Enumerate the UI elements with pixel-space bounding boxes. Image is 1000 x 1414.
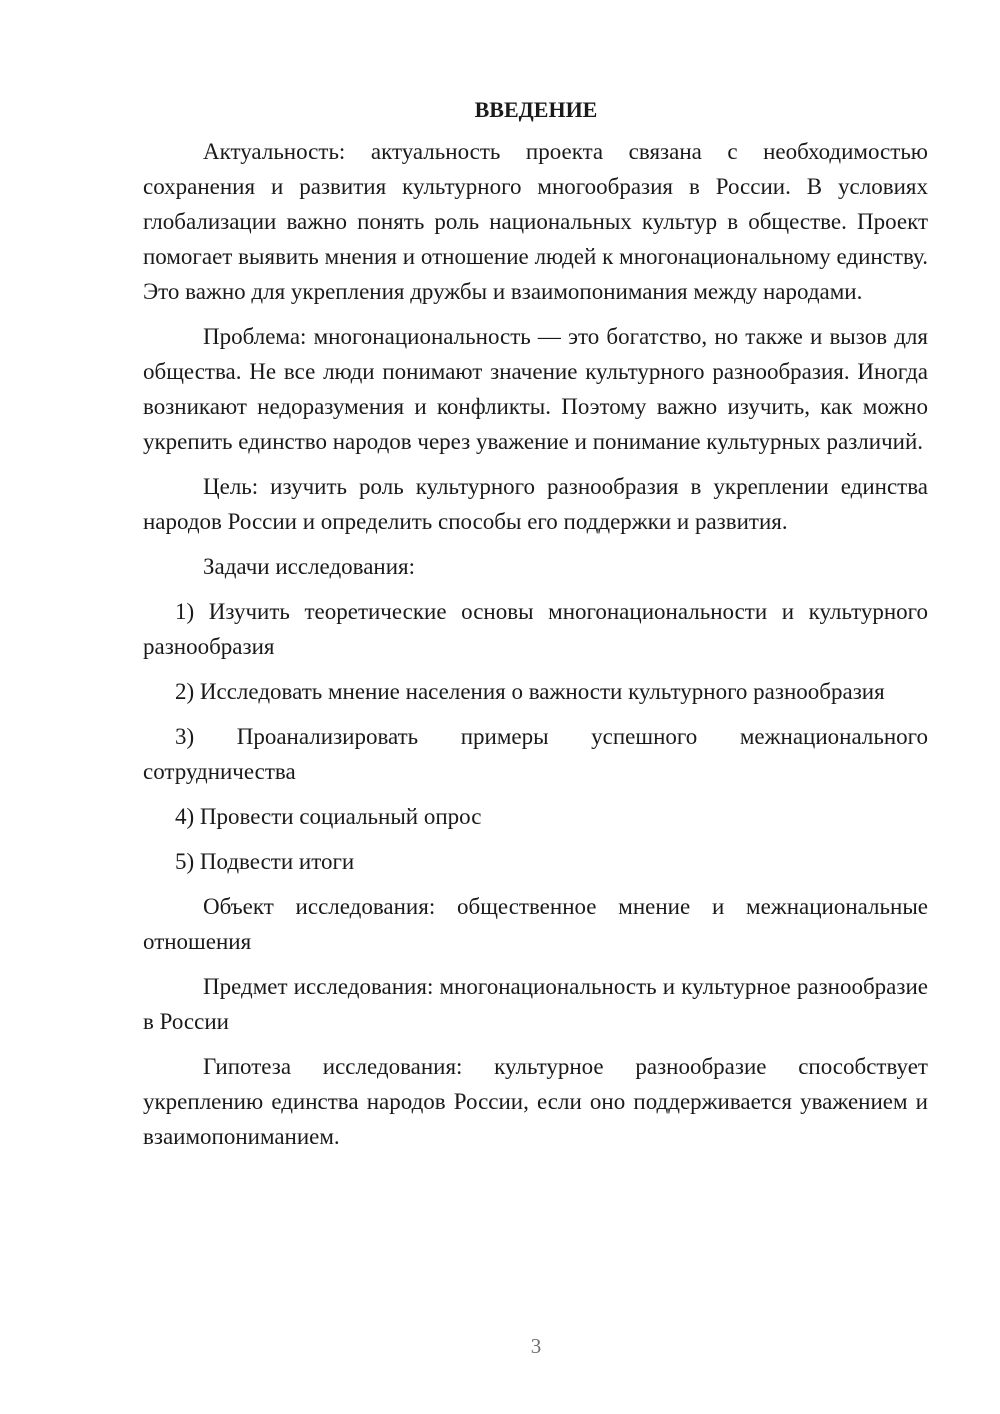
relevance-paragraph: Актуальность: актуальность проекта связана с необходимостью сохранения и развития культурного многообразия в России. В условиях глобализации важно понять роль национальных культур в обществе. Проект помогает выявить мнения и отношение людей к многонациональному единству. Это важно для укрепления дружбы и взаимопонимания между народами. xyxy=(143,139,928,304)
goal-paragraph: Цель: изучить роль культурного разнообразия в укреплении единства народов России и определить способы его поддержки и развития. xyxy=(143,474,928,534)
problem-paragraph: Проблема: многонациональность — это богатство, но также и вызов для общества. Не все люди понимают значение культурного разнообразия. Иногда возникают недоразумения и конфликты. Поэтому важно изучить, как можно укрепить единство народов через уважение и понимание культурных различий. xyxy=(143,324,928,454)
task-item: 1) Изучить теоретические основы многонациональности и культурного разнообразия xyxy=(143,599,928,659)
task-item: 3) Проанализировать примеры успешного межнационального сотрудничества xyxy=(143,724,928,784)
tasks-list xyxy=(143,594,928,879)
document-page xyxy=(143,94,928,1164)
task-item: 2) Исследовать мнение населения о важности культурного разнообразия xyxy=(175,679,885,704)
subject-paragraph: Предмет исследования: многонациональность и культурное разнообразие в России xyxy=(143,974,928,1034)
tasks-heading: Задачи исследования: xyxy=(203,554,416,579)
task-item: 5) Подвести итоги xyxy=(175,849,355,874)
hypothesis-paragraph: Гипотеза исследования: культурное разнообразие способствует укреплению единства народов России, если оно поддерживается уважением и взаимопониманием. xyxy=(143,1054,928,1149)
object-paragraph: Объект исследования: общественное мнение и межнациональные отношения xyxy=(143,894,928,954)
page-number: 3 xyxy=(530,1334,542,1358)
task-item: 4) Провести социальный опрос xyxy=(175,804,482,829)
section-title: ВВЕДЕНИЕ xyxy=(474,97,598,122)
